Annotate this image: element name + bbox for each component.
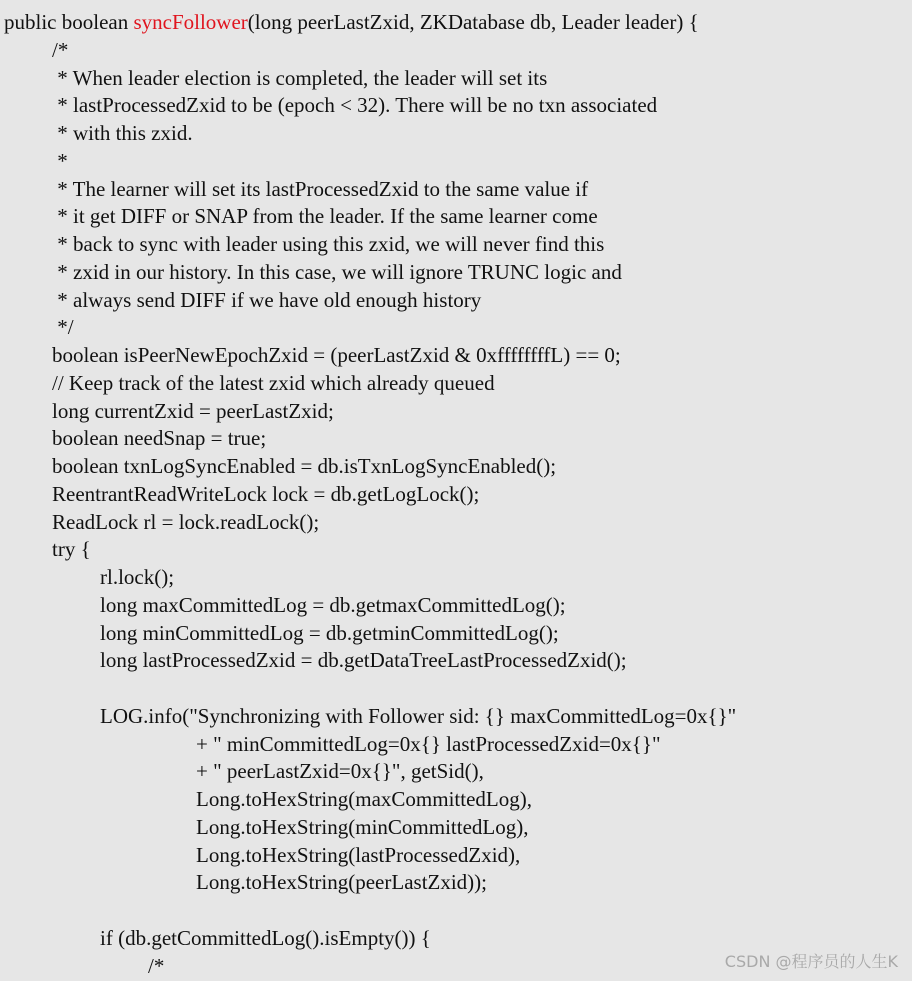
code-line bbox=[4, 65, 908, 93]
code-text: */ bbox=[52, 315, 74, 340]
code-listing bbox=[4, 9, 908, 980]
code-line bbox=[4, 675, 908, 703]
code-line bbox=[4, 287, 908, 315]
code-line bbox=[4, 92, 908, 120]
code-text: * bbox=[52, 148, 68, 173]
code-line bbox=[4, 620, 908, 648]
code-text: Long.toHexString(minCommittedLog), bbox=[196, 814, 529, 839]
code-text: Long.toHexString(lastProcessedZxid), bbox=[196, 842, 521, 867]
code-text: * zxid in our history. In this case, we will ignore TRUNC logic and bbox=[52, 259, 622, 284]
code-text: public boolean bbox=[4, 10, 134, 34]
code-line bbox=[4, 814, 908, 842]
code-line bbox=[4, 509, 908, 537]
code-line bbox=[4, 453, 908, 481]
code-text: // Keep track of the latest zxid which already queued bbox=[52, 370, 495, 395]
code-line bbox=[4, 564, 908, 592]
code-line bbox=[4, 314, 908, 342]
code-text: * with this zxid. bbox=[52, 121, 193, 145]
code-text: boolean isPeerNewEpochZxid = (peerLastZxid & 0xffffffffL) == 0; bbox=[52, 343, 621, 367]
code-text: boolean needSnap = true; bbox=[52, 426, 267, 451]
code-line bbox=[4, 592, 908, 620]
code-text: * back to sync with leader using this zxid, we will never find this bbox=[52, 232, 605, 256]
code-line bbox=[4, 842, 908, 870]
code-line bbox=[4, 9, 908, 37]
code-text: * When leader election is completed, the leader will set its bbox=[52, 65, 548, 90]
code-line bbox=[4, 481, 908, 509]
code-line bbox=[4, 425, 908, 453]
code-text: Long.toHexString(peerLastZxid)); bbox=[196, 870, 488, 895]
code-text: + " minCommittedLog=0x{} lastProcessedZxid=0x{}" bbox=[196, 731, 661, 756]
code-line bbox=[4, 786, 908, 814]
code-line bbox=[4, 120, 908, 148]
code-line bbox=[4, 342, 908, 370]
code-text: boolean txnLogSyncEnabled = db.isTxnLogSyncEnabled(); bbox=[52, 454, 557, 478]
code-line bbox=[4, 647, 908, 675]
code-text: long currentZxid = peerLastZxid; bbox=[52, 398, 334, 423]
code-text: long maxCommittedLog = db.getmaxCommittedLog(); bbox=[100, 592, 566, 617]
code-line bbox=[4, 398, 908, 426]
code-line bbox=[4, 37, 908, 65]
code-text: (long peerLastZxid, ZKDatabase db, Leader leader) { bbox=[247, 10, 699, 34]
code-text: + " peerLastZxid=0x{}", getSid(), bbox=[196, 759, 484, 784]
code-text: * The learner will set its lastProcessedZxid to the same value if bbox=[52, 176, 589, 201]
code-text: try { bbox=[52, 537, 91, 562]
code-line bbox=[4, 176, 908, 204]
code-line bbox=[4, 148, 908, 176]
code-line bbox=[4, 897, 908, 925]
code-text: ReentrantReadWriteLock lock = db.getLogLock(); bbox=[52, 481, 480, 506]
code-line bbox=[4, 370, 908, 398]
code-text: Long.toHexString(maxCommittedLog), bbox=[196, 787, 532, 811]
code-text: long lastProcessedZxid = db.getDataTreeLastProcessedZxid(); bbox=[100, 648, 627, 673]
watermark: CSDN @程序员的人生K bbox=[724, 952, 898, 971]
function-name-token: syncFollower bbox=[133, 10, 248, 34]
code-text: /* bbox=[148, 953, 165, 978]
code-text: ReadLock rl = lock.readLock(); bbox=[52, 509, 320, 534]
code-line bbox=[4, 731, 908, 759]
code-text: * it get DIFF or SNAP from the leader. If the same learner come bbox=[52, 204, 598, 229]
code-text: long minCommittedLog = db.getminCommittedLog(); bbox=[100, 620, 559, 645]
code-line bbox=[4, 758, 908, 786]
code-line bbox=[4, 259, 908, 287]
code-text: LOG.info("Synchronizing with Follower sid: {} maxCommittedLog=0x{}" bbox=[100, 703, 737, 728]
code-line bbox=[4, 203, 908, 231]
code-text: if (db.getCommittedLog().isEmpty()) { bbox=[100, 925, 431, 950]
code-text: * always send DIFF if we have old enough history bbox=[52, 287, 482, 312]
code-line bbox=[4, 703, 908, 731]
code-text: rl.lock(); bbox=[100, 565, 175, 589]
code-line bbox=[4, 536, 908, 564]
code-text: * lastProcessedZxid to be (epoch < 32). There will be no txn associated bbox=[52, 93, 658, 118]
code-line bbox=[4, 231, 908, 259]
code-line bbox=[4, 869, 908, 897]
code-text: /* bbox=[52, 37, 69, 62]
